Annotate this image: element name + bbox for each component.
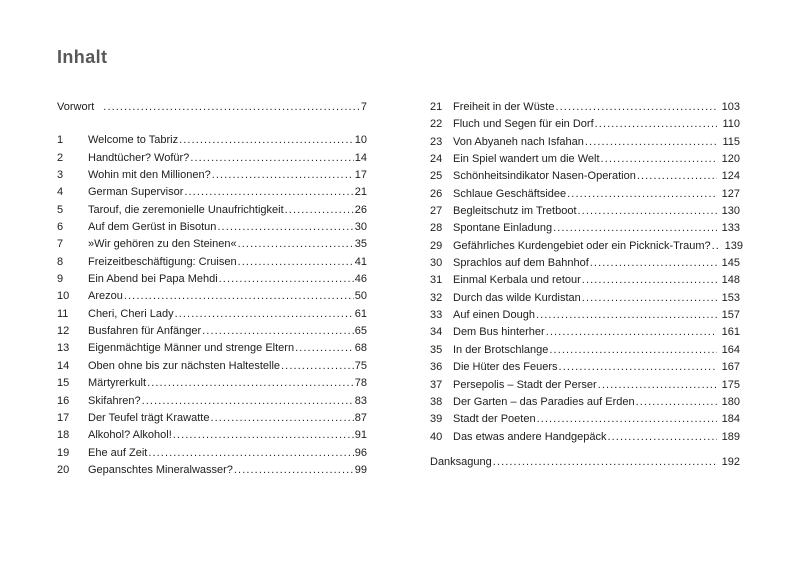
page-number: 75	[354, 359, 367, 372]
chapter-title: Stadt der Poeten	[453, 413, 536, 426]
toc-entry-17	[57, 410, 367, 427]
toc-entry-32	[430, 290, 740, 307]
chapter-title: Märtyrerkult	[88, 377, 147, 390]
page-number: 21	[354, 186, 367, 199]
chapter-number: 2	[57, 151, 64, 164]
chapter-title: Gepanschtes Mineralwasser?	[88, 463, 233, 476]
chapter-number: 24	[430, 153, 443, 166]
dot-leader	[173, 427, 354, 444]
chapter-number: 1	[57, 134, 64, 147]
chapter-title: Wohin mit den Millionen?	[88, 169, 211, 182]
toc-column-right	[430, 99, 743, 479]
dot-leader	[285, 202, 354, 219]
dot-leader	[238, 254, 354, 271]
toc-entry-28	[430, 220, 740, 237]
toc-entry-19	[57, 445, 367, 462]
spacer	[430, 446, 740, 454]
page-number: 10	[354, 134, 367, 147]
page-number: 68	[354, 342, 367, 355]
chapter-title: »Wir gehören zu den Steinen«	[88, 238, 237, 251]
chapter-title: Persepolis – Stadt der Perser	[453, 378, 597, 391]
chapter-number: 9	[57, 273, 64, 286]
chapter-number: 30	[430, 257, 443, 270]
toc-column-left	[57, 99, 367, 479]
chapter-title: Cheri, Cheri Lady	[88, 307, 174, 320]
toc-entry-6	[57, 219, 367, 236]
chapter-number: 28	[430, 222, 443, 235]
toc-entry-2	[57, 150, 367, 167]
dot-leader	[219, 271, 354, 288]
page-number: 96	[354, 446, 367, 459]
dot-leader	[590, 255, 717, 272]
chapter-number: 34	[430, 326, 443, 339]
chapter-number: 16	[57, 394, 70, 407]
chapter-title: Der Garten – das Paradies auf Erden	[453, 395, 635, 408]
chapter-number: 5	[57, 203, 64, 216]
toc-entry-7	[57, 236, 367, 253]
toc-entry-16	[57, 393, 367, 410]
chapter-title: Begleitschutz im Tretboot	[453, 205, 577, 218]
toc-entry-38	[430, 394, 740, 411]
dot-leader	[234, 462, 354, 479]
dot-leader	[536, 307, 717, 324]
toc-entry-31	[430, 272, 740, 289]
toc-columns	[57, 99, 743, 479]
toc-entry-34	[430, 324, 740, 341]
chapter-number: 8	[57, 255, 64, 268]
dot-leader	[578, 203, 717, 220]
chapter-number: 22	[430, 118, 443, 131]
chapter-number: 17	[57, 411, 70, 424]
chapter-number: 23	[430, 135, 443, 148]
chapter-number: 26	[430, 187, 443, 200]
dot-leader	[582, 272, 717, 289]
toc-entry-40	[430, 429, 740, 446]
chapter-title: Welcome to Tabriz	[88, 134, 179, 147]
toc-entry-25	[430, 168, 740, 185]
dot-leader	[212, 167, 354, 184]
page-number: 103	[721, 101, 740, 113]
dot-leader	[147, 375, 354, 392]
toc-entry-37	[430, 377, 740, 394]
chapter-title: Auf einen Dough	[453, 309, 535, 322]
chapter-number: 21	[430, 101, 443, 113]
chapter-title: Skifahren?	[88, 394, 141, 407]
page-number: 161	[721, 326, 740, 339]
chapter-title: Busfahren für Anfänger	[88, 325, 202, 338]
dot-leader	[567, 186, 717, 203]
page-number: 65	[354, 325, 367, 338]
page-number: 180	[721, 395, 740, 408]
chapter-number: 20	[57, 463, 70, 476]
toc-entry-20	[57, 462, 367, 479]
chapter-number: 27	[430, 205, 443, 218]
dot-leader	[559, 359, 717, 376]
page-number: 61	[354, 307, 367, 320]
chapter-number: 10	[57, 290, 70, 303]
toc-entry-10	[57, 288, 367, 305]
chapter-title: Fluch und Segen für ein Dorf	[453, 118, 594, 131]
dot-leader	[179, 132, 354, 149]
dot-leader	[636, 394, 717, 411]
dot-leader	[607, 429, 716, 446]
chapter-number: 14	[57, 359, 70, 372]
toc-entry-23	[430, 134, 740, 151]
toc-entry-33	[430, 307, 740, 324]
toc-entry-8	[57, 254, 367, 271]
dot-leader	[124, 288, 354, 305]
page-number: 78	[354, 377, 367, 390]
chapter-number: 12	[57, 325, 70, 338]
page-number: 124	[721, 170, 740, 183]
toc-entry-9	[57, 271, 367, 288]
page-number: 192	[721, 455, 740, 468]
chapter-title: Einmal Kerbala und retour	[453, 274, 581, 287]
toc-entry-4	[57, 184, 367, 201]
toc-entry-22	[430, 116, 740, 133]
chapter-number: 31	[430, 274, 443, 287]
page-number: 91	[354, 429, 367, 442]
chapter-title: Dem Bus hinterher	[453, 326, 545, 339]
page-number: 127	[721, 187, 740, 200]
page-number: 30	[354, 221, 367, 234]
chapter-number: 32	[430, 291, 443, 304]
dot-leader	[217, 219, 353, 236]
dot-leader	[601, 151, 717, 168]
spacer	[57, 116, 367, 132]
chapter-number: 15	[57, 377, 70, 390]
dot-leader	[546, 324, 717, 341]
toc-entry-21	[430, 99, 740, 116]
page-number: 145	[721, 257, 740, 270]
chapter-title: Handtücher? Wofür?	[88, 151, 190, 164]
chapter-number: 33	[430, 309, 443, 322]
chapter-title: Ehe auf Zeit	[88, 446, 148, 459]
chapter-title: Auf dem Gerüst in Bisotun	[88, 221, 217, 234]
chapter-title: Ein Spiel wandert um die Welt	[453, 153, 600, 166]
page-number: 130	[721, 205, 740, 218]
toc-entry-vorwort	[57, 99, 367, 116]
page-number: 26	[354, 203, 367, 216]
toc-entry-danksagung	[430, 454, 740, 471]
chapter-title: Freiheit in der Wüste	[453, 101, 555, 113]
chapter-title: Eigenmächtige Männer und strenge Eltern	[88, 342, 295, 355]
page-number: 157	[721, 309, 740, 322]
chapter-title: Das etwas andere Handgepäck	[453, 430, 607, 443]
toc-entry-15	[57, 375, 367, 392]
page-number: 7	[360, 101, 367, 113]
chapter-title: In der Brotschlange	[453, 343, 549, 356]
chapter-title: Der Teufel trägt Krawatte	[88, 411, 210, 424]
chapter-number: 29	[430, 239, 443, 252]
page-number: 99	[354, 463, 367, 476]
chapter-number: 35	[430, 343, 443, 356]
toc-entry-30	[430, 255, 740, 272]
dot-leader	[184, 184, 353, 201]
chapter-title: Oben ohne bis zur nächsten Haltestelle	[88, 359, 281, 372]
dot-leader	[553, 220, 717, 237]
chapter-list-right	[430, 99, 743, 446]
chapter-number: 13	[57, 342, 70, 355]
page-number: 115	[722, 135, 740, 148]
chapter-title: Sprachlos auf dem Bahnhof	[453, 257, 589, 270]
dot-leader	[582, 290, 717, 307]
page-number: 133	[721, 222, 740, 235]
chapter-title: Spontane Einladung	[453, 222, 553, 235]
frontmatter-label: Vorwort	[57, 101, 95, 113]
toc-entry-3	[57, 167, 367, 184]
chapter-number: 6	[57, 221, 64, 234]
page-number: 83	[354, 394, 367, 407]
toc-entry-13	[57, 340, 367, 357]
dot-leader	[549, 342, 716, 359]
chapter-number: 25	[430, 170, 443, 183]
chapter-number: 36	[430, 361, 443, 374]
page-number: 14	[354, 151, 367, 164]
page-number: 189	[721, 430, 740, 443]
chapter-title: Ein Abend bei Papa Mehdi	[88, 273, 218, 286]
toc-entry-1	[57, 132, 367, 149]
page-number: 139	[724, 239, 743, 252]
dot-leader	[712, 238, 720, 255]
dot-leader	[202, 323, 354, 340]
dot-leader	[295, 340, 354, 357]
dot-leader	[493, 454, 717, 471]
page-number: 153	[721, 291, 740, 304]
toc-entry-26	[430, 186, 740, 203]
toc-entry-18	[57, 427, 367, 444]
chapter-title: Schönheitsindikator Nasen-Operation	[453, 170, 636, 183]
chapter-title: Gefährliches Kurdengebiet oder ein Picknick-Traum?	[453, 239, 711, 252]
chapter-title: Tarouf, die zeremonielle Unaufrichtigkeit	[88, 203, 284, 216]
toc-entry-14	[57, 358, 367, 375]
page-number: 50	[354, 290, 367, 303]
dot-leader	[238, 236, 354, 253]
dot-leader	[637, 168, 717, 185]
backmatter-label: Danksagung	[430, 455, 492, 468]
chapter-number: 7	[57, 238, 64, 251]
chapter-number: 11	[57, 307, 69, 320]
page-number: 148	[721, 274, 740, 287]
dot-leader	[148, 445, 353, 462]
chapter-number: 40	[430, 430, 443, 443]
toc-entry-24	[430, 151, 740, 168]
page-number: 17	[354, 169, 367, 182]
toc-entry-11	[57, 306, 367, 323]
dot-leader	[555, 99, 716, 116]
chapter-number: 37	[430, 378, 443, 391]
chapter-title: Alkohol? Alkohol!	[88, 429, 172, 442]
chapter-number: 19	[57, 446, 70, 459]
page-number: 175	[721, 378, 740, 391]
chapter-number: 18	[57, 429, 70, 442]
dot-leader	[210, 410, 353, 427]
dot-leader	[190, 150, 353, 167]
page-number: 41	[354, 255, 367, 268]
page-title: Inhalt	[57, 47, 108, 67]
toc-entry-29	[430, 238, 743, 255]
page-number: 46	[354, 273, 367, 286]
chapter-title: Arezou	[88, 290, 123, 303]
toc-entry-36	[430, 359, 740, 376]
toc-entry-27	[430, 203, 740, 220]
chapter-title: Die Hüter des Feuers	[453, 361, 558, 374]
dot-leader	[103, 99, 360, 116]
page-number: 110	[722, 118, 740, 131]
page-number: 35	[354, 238, 367, 251]
page-number: 164	[721, 343, 740, 356]
chapter-number: 4	[57, 186, 64, 199]
dot-leader	[281, 358, 354, 375]
toc-entry-5	[57, 202, 367, 219]
page-number: 184	[721, 413, 740, 426]
toc-entry-35	[430, 342, 740, 359]
chapter-title: Schlaue Geschäftsidee	[453, 187, 567, 200]
chapter-number: 38	[430, 395, 443, 408]
chapter-number: 39	[430, 413, 443, 426]
dot-leader	[142, 393, 354, 410]
chapter-title: Durch das wilde Kurdistan	[453, 291, 581, 304]
chapter-title: German Supervisor	[88, 186, 184, 199]
toc-entry-39	[430, 411, 740, 428]
dot-leader	[585, 134, 718, 151]
dot-leader	[537, 411, 717, 428]
page-number: 120	[721, 153, 740, 166]
dot-leader	[598, 377, 717, 394]
chapter-title: Freizeitbeschäftigung: Cruisen	[88, 255, 237, 268]
chapter-number: 3	[57, 169, 64, 182]
chapter-title: Von Abyaneh nach Isfahan	[453, 135, 584, 148]
toc-entry-12	[57, 323, 367, 340]
dot-leader	[595, 116, 718, 133]
chapter-list-left	[57, 132, 367, 479]
dot-leader	[175, 306, 354, 323]
page-number: 167	[721, 361, 740, 374]
page-number: 87	[354, 411, 367, 424]
